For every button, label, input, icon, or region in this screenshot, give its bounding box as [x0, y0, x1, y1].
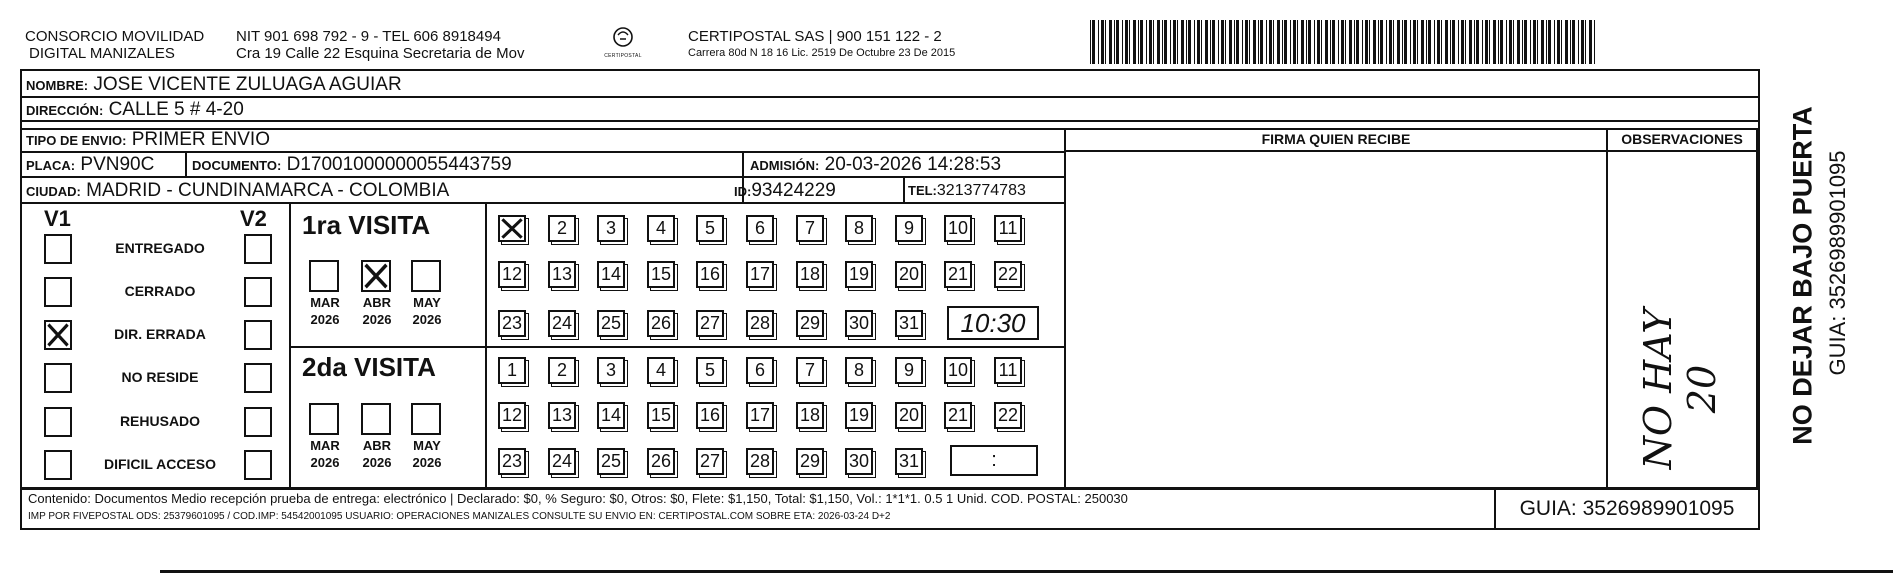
day-number: 29: [799, 451, 821, 471]
day-number: 8: [853, 218, 864, 238]
placa-value: PVN90C: [80, 154, 155, 175]
second-visit-day-10[interactable]: [944, 357, 972, 384]
day-number: 17: [749, 264, 771, 284]
day-number: 6: [754, 218, 765, 238]
day-number: 30: [848, 451, 870, 471]
firma-header: FIRMA QUIEN RECIBE: [1261, 131, 1411, 147]
second-visit-day-13[interactable]: [548, 402, 576, 429]
first-visit-month-label-may: [403, 294, 451, 328]
direccion-label: DIRECCIÓN:: [26, 103, 104, 118]
month-year: 2026: [362, 312, 392, 327]
first-visit-day-3[interactable]: [597, 215, 625, 242]
day-number: 26: [650, 313, 672, 333]
first-visit-time[interactable]: [947, 306, 1039, 340]
day-number: 3: [605, 218, 616, 238]
second-visit-day-1[interactable]: [498, 357, 526, 384]
admision-label: ADMISIÓN:: [750, 158, 820, 173]
second-visit-day-23[interactable]: [498, 448, 526, 475]
second-visit-day-22[interactable]: [994, 402, 1022, 429]
documento-value: D17001000000055443759: [286, 154, 512, 175]
company-name: [25, 28, 204, 62]
month-year: 2026: [310, 455, 340, 470]
first-visit-day-10[interactable]: [944, 215, 972, 242]
observaciones-header: OBSERVACIONES: [1621, 131, 1743, 147]
second-visit-day-5[interactable]: [696, 357, 724, 384]
day-number: 15: [650, 405, 672, 425]
v1-checkbox-3[interactable]: [44, 320, 72, 350]
month-name: MAR: [310, 295, 340, 310]
day-number: 31: [898, 451, 920, 471]
day-number: 24: [551, 451, 573, 471]
ciudad-label: CIUDAD:: [26, 184, 81, 199]
second-visit-time-value: :: [991, 449, 997, 471]
v1-checkbox-5[interactable]: [44, 407, 72, 437]
second-visit-day-19[interactable]: [845, 402, 873, 429]
day-number: 23: [501, 451, 523, 471]
second-visit-month-label-mar: [301, 437, 349, 471]
day-number: 18: [799, 405, 821, 425]
carrier-logo-icon: [611, 26, 635, 48]
second-visit-month-box-abr[interactable]: [361, 403, 391, 435]
first-visit-day-15[interactable]: [647, 261, 675, 288]
first-visit-day-8[interactable]: [845, 215, 873, 242]
nombre-label: NOMBRE:: [26, 78, 89, 93]
first-visit-month-label-mar: [301, 294, 349, 328]
carrier-name: CERTIPOSTAL SAS | 900 151 122 - 2: [688, 28, 942, 45]
day-number: 20: [898, 264, 920, 284]
observation-area: [1636, 255, 1724, 475]
first-visit-day-12[interactable]: [498, 261, 526, 288]
day-number: 29: [799, 313, 821, 333]
day-number: 5: [704, 218, 715, 238]
second-visit-day-20[interactable]: [895, 402, 923, 429]
company-name-line1: CONSORCIO MOVILIDAD: [25, 28, 205, 45]
reason-label-3: DIR. ERRADA: [114, 326, 206, 342]
day-number: 22: [997, 264, 1019, 284]
day-number: 8: [853, 360, 864, 380]
carrier-address: Carrera 80d N 18 16 Lic. 2519 De Octubre 23 De 2015: [688, 47, 956, 59]
placa-row: [26, 154, 154, 176]
second-visit-day-16[interactable]: [696, 402, 724, 429]
second-visit-day-15[interactable]: [647, 402, 675, 429]
nombre-value: JOSE VICENTE ZULUAGA AGUIAR: [93, 74, 402, 95]
month-year: 2026: [412, 312, 442, 327]
day-number: 14: [600, 405, 622, 425]
id-label: ID:: [734, 184, 752, 199]
day-number: 12: [501, 264, 523, 284]
second-visit-day-14[interactable]: [597, 402, 625, 429]
id-row: [734, 180, 836, 202]
first-visit-day-1[interactable]: [498, 215, 526, 242]
reason-label-1: ENTREGADO: [115, 240, 205, 256]
day-number: 19: [848, 405, 870, 425]
day-number: 1: [506, 360, 517, 380]
second-visit-day-24[interactable]: [548, 448, 576, 475]
side-text: [1768, 90, 1850, 470]
day-number: 11: [998, 218, 1018, 238]
company-name-line2: DIGITAL MANIZALES: [29, 45, 175, 62]
day-number: 23: [501, 313, 523, 333]
second-visit-day-6[interactable]: [746, 357, 774, 384]
second-visit-day-31[interactable]: [895, 448, 923, 475]
v2-checkbox-2[interactable]: [244, 277, 272, 307]
day-number: 17: [749, 405, 771, 425]
day-number: 27: [699, 313, 721, 333]
reason-label-5: REHUSADO: [119, 413, 201, 429]
day-number: 30: [848, 313, 870, 333]
footer-print-line: IMP POR FIVEPOSTAL ODS: 25379601095 / COD.IMP: 54542001095 USUARIO: OPERACIONES MANIZALES CONSULTE SU ENVIO EN: CERTIPOSTAL.COM SOBRE ETA: 2026-03-24 D+2: [28, 511, 891, 522]
tipo-row: [26, 129, 270, 151]
first-visit-day-26[interactable]: [647, 310, 675, 337]
barcode-bars: [1090, 20, 1600, 64]
ciudad-row: [26, 180, 449, 202]
barcode: [1090, 20, 1600, 64]
day-number: 13: [551, 264, 573, 284]
day-number: 11: [998, 360, 1018, 380]
day-number: 10: [947, 360, 969, 380]
second-visit-day-17[interactable]: [746, 402, 774, 429]
first-visit-day-19[interactable]: [845, 261, 873, 288]
check-x-icon: [363, 262, 389, 290]
reason-label-4: NO RESIDE: [121, 369, 199, 385]
first-visit-day-30[interactable]: [845, 310, 873, 337]
month-name: MAY: [413, 295, 441, 310]
second-visit-day-26[interactable]: [647, 448, 675, 475]
first-visit-day-5[interactable]: [696, 215, 724, 242]
first-visit-day-20[interactable]: [895, 261, 923, 288]
second-visit-day-28[interactable]: [746, 448, 774, 475]
day-number: 12: [501, 405, 523, 425]
nombre-row: [26, 74, 402, 96]
carrier-logo-text: CERTIPOSTAL: [604, 53, 642, 59]
first-visit-month-box-may[interactable]: [411, 260, 441, 292]
second-visit-month-box-may[interactable]: [411, 403, 441, 435]
day-number: 28: [749, 313, 771, 333]
first-visit-day-7[interactable]: [796, 215, 824, 242]
month-name: ABR: [362, 295, 392, 310]
tel-value: 3213774783: [936, 182, 1026, 199]
first-visit-day-18[interactable]: [796, 261, 824, 288]
day-number: 5: [704, 360, 715, 380]
second-visit-day-2[interactable]: [548, 357, 576, 384]
day-number: 18: [799, 264, 821, 284]
month-name: ABR: [362, 438, 392, 453]
day-number: 25: [600, 451, 622, 471]
day-number: 3: [605, 360, 616, 380]
day-number: 6: [754, 360, 765, 380]
second-visit-time[interactable]: [950, 445, 1038, 476]
footer-content-line: Contenido: Documentos Medio recepción prueba de entrega: electrónico | Declarado: $0, % Seguro: $0, Otros: $0, Flete: $1,150, Total: $1,150, Vol.: 1*1*1. 0.5 1 Unid. COD. POSTAL: 250030: [28, 491, 1128, 506]
admision-value: 20-03-2026 14:28:53: [824, 154, 1002, 175]
first-visit-day-11[interactable]: [994, 215, 1022, 242]
carrier-info: [688, 28, 955, 59]
first-visit-day-27[interactable]: [696, 310, 724, 337]
day-number: 9: [903, 360, 914, 380]
tipo-label: TIPO DE ENVIO:: [26, 133, 127, 148]
id-value: 93424229: [751, 180, 836, 201]
second-visit-day-30[interactable]: [845, 448, 873, 475]
v1-checkbox-2[interactable]: [44, 277, 72, 307]
ciudad-value: MADRID - CUNDINAMARCA - COLOMBIA: [86, 180, 450, 201]
side-warning: NO DEJAR BAJO PUERTA: [1787, 106, 1818, 445]
second-visit-month-label-may: [403, 437, 451, 471]
admision-row: [750, 154, 1001, 176]
second-visit-day-29[interactable]: [796, 448, 824, 475]
day-number: 19: [848, 264, 870, 284]
first-visit-day-28[interactable]: [746, 310, 774, 337]
first-visit-time-value: 10:30: [960, 307, 1026, 338]
month-year: 2026: [362, 455, 392, 470]
check-x-icon: [500, 217, 524, 240]
first-visit-day-23[interactable]: [498, 310, 526, 337]
v2-header: V2: [240, 206, 267, 231]
day-number: 4: [655, 360, 666, 380]
second-visit-day-3[interactable]: [597, 357, 625, 384]
day-number: 7: [804, 218, 815, 238]
direccion-value: CALLE 5 # 4-20: [108, 99, 244, 120]
scan-line: [160, 570, 1893, 573]
day-number: 2: [556, 218, 567, 238]
placa-label: PLACA:: [26, 158, 76, 173]
v2-checkbox-6[interactable]: [244, 450, 272, 480]
day-number: 26: [650, 451, 672, 471]
v2-checkbox-3[interactable]: [244, 320, 272, 350]
second-visit-day-11[interactable]: [994, 357, 1022, 384]
reason-label-6: DIFICIL ACCESO: [103, 456, 216, 472]
day-number: 16: [699, 405, 721, 425]
second-visit-day-25[interactable]: [597, 448, 625, 475]
day-number: 21: [947, 405, 969, 425]
first-visit-day-4[interactable]: [647, 215, 675, 242]
side-guia: GUIA: 3526989901095: [1825, 150, 1850, 376]
second-visit-day-27[interactable]: [696, 448, 724, 475]
day-number: 27: [699, 451, 721, 471]
first-visit-month-box-mar[interactable]: [309, 260, 339, 292]
second-visit-month-box-mar[interactable]: [309, 403, 339, 435]
day-number: 22: [997, 405, 1019, 425]
footer-guia: GUIA: 3526989901095: [1519, 497, 1735, 520]
month-year: 2026: [412, 455, 442, 470]
day-number: 7: [804, 360, 815, 380]
second-visit-day-8[interactable]: [845, 357, 873, 384]
day-number: 24: [551, 313, 573, 333]
first-visit-day-14[interactable]: [597, 261, 625, 288]
second-visit-day-12[interactable]: [498, 402, 526, 429]
direccion-row: [26, 99, 244, 121]
month-year: 2026: [310, 312, 340, 327]
month-name: MAY: [413, 438, 441, 453]
first-visit-day-17[interactable]: [746, 261, 774, 288]
first-visit-month-box-abr[interactable]: [361, 260, 391, 292]
v2-checkbox-1[interactable]: [244, 234, 272, 264]
day-number: 14: [600, 264, 622, 284]
tipo-value: PRIMER ENVIO: [131, 129, 270, 150]
first-visit-day-22[interactable]: [994, 261, 1022, 288]
first-visit-day-31[interactable]: [895, 310, 923, 337]
first-visit-day-24[interactable]: [548, 310, 576, 337]
v1-checkbox-6[interactable]: [44, 450, 72, 480]
second-visit-day-9[interactable]: [895, 357, 923, 384]
v2-checkbox-4[interactable]: [244, 363, 272, 393]
nit-line: NIT 901 698 792 - 9 - TEL 606 8918494: [236, 28, 501, 45]
tel-row: [908, 182, 1026, 200]
tel-label: TEL:: [908, 183, 937, 198]
signature-area[interactable]: [1066, 153, 1604, 486]
check-x-icon: [46, 322, 70, 348]
first-visit-day-21[interactable]: [944, 261, 972, 288]
first-visit-month-label-abr: [353, 294, 401, 328]
month-name: MAR: [310, 438, 340, 453]
v1-checkbox-4[interactable]: [44, 363, 72, 393]
day-number: 2: [556, 360, 567, 380]
day-number: 31: [898, 313, 920, 333]
v1-header: V1: [44, 206, 71, 231]
documento-row: [192, 154, 512, 176]
second-visit-day-21[interactable]: [944, 402, 972, 429]
day-number: 15: [650, 264, 672, 284]
first-visit-day-2[interactable]: [548, 215, 576, 242]
address-line: Cra 19 Calle 22 Esquina Secretaria de Mov: [236, 45, 525, 62]
second-visit-day-4[interactable]: [647, 357, 675, 384]
v1-checkbox-1[interactable]: [44, 234, 72, 264]
day-number: 21: [947, 264, 969, 284]
second-visit-day-7[interactable]: [796, 357, 824, 384]
day-number: 25: [600, 313, 622, 333]
reason-label-2: CERRADO: [124, 283, 196, 299]
first-visit-day-16[interactable]: [696, 261, 724, 288]
day-number: 10: [947, 218, 969, 238]
second-visit-day-18[interactable]: [796, 402, 824, 429]
second-visit-month-label-abr: [353, 437, 401, 471]
day-number: 13: [551, 405, 573, 425]
day-number: 28: [749, 451, 771, 471]
day-number: 16: [699, 264, 721, 284]
day-number: 4: [655, 218, 666, 238]
first-visit-day-25[interactable]: [597, 310, 625, 337]
observation-handwritten: NO HAY 20: [1636, 308, 1724, 470]
second-visit-title: 2da VISITA: [302, 352, 436, 382]
day-number: 20: [898, 405, 920, 425]
company-contact: [236, 28, 525, 62]
documento-label: DOCUMENTO:: [192, 158, 282, 173]
v2-checkbox-5[interactable]: [244, 407, 272, 437]
first-visit-day-6[interactable]: [746, 215, 774, 242]
first-visit-day-29[interactable]: [796, 310, 824, 337]
first-visit-day-9[interactable]: [895, 215, 923, 242]
day-number: 9: [903, 218, 914, 238]
carrier-logo: [598, 26, 648, 59]
first-visit-title: 1ra VISITA: [302, 210, 431, 240]
first-visit-day-13[interactable]: [548, 261, 576, 288]
